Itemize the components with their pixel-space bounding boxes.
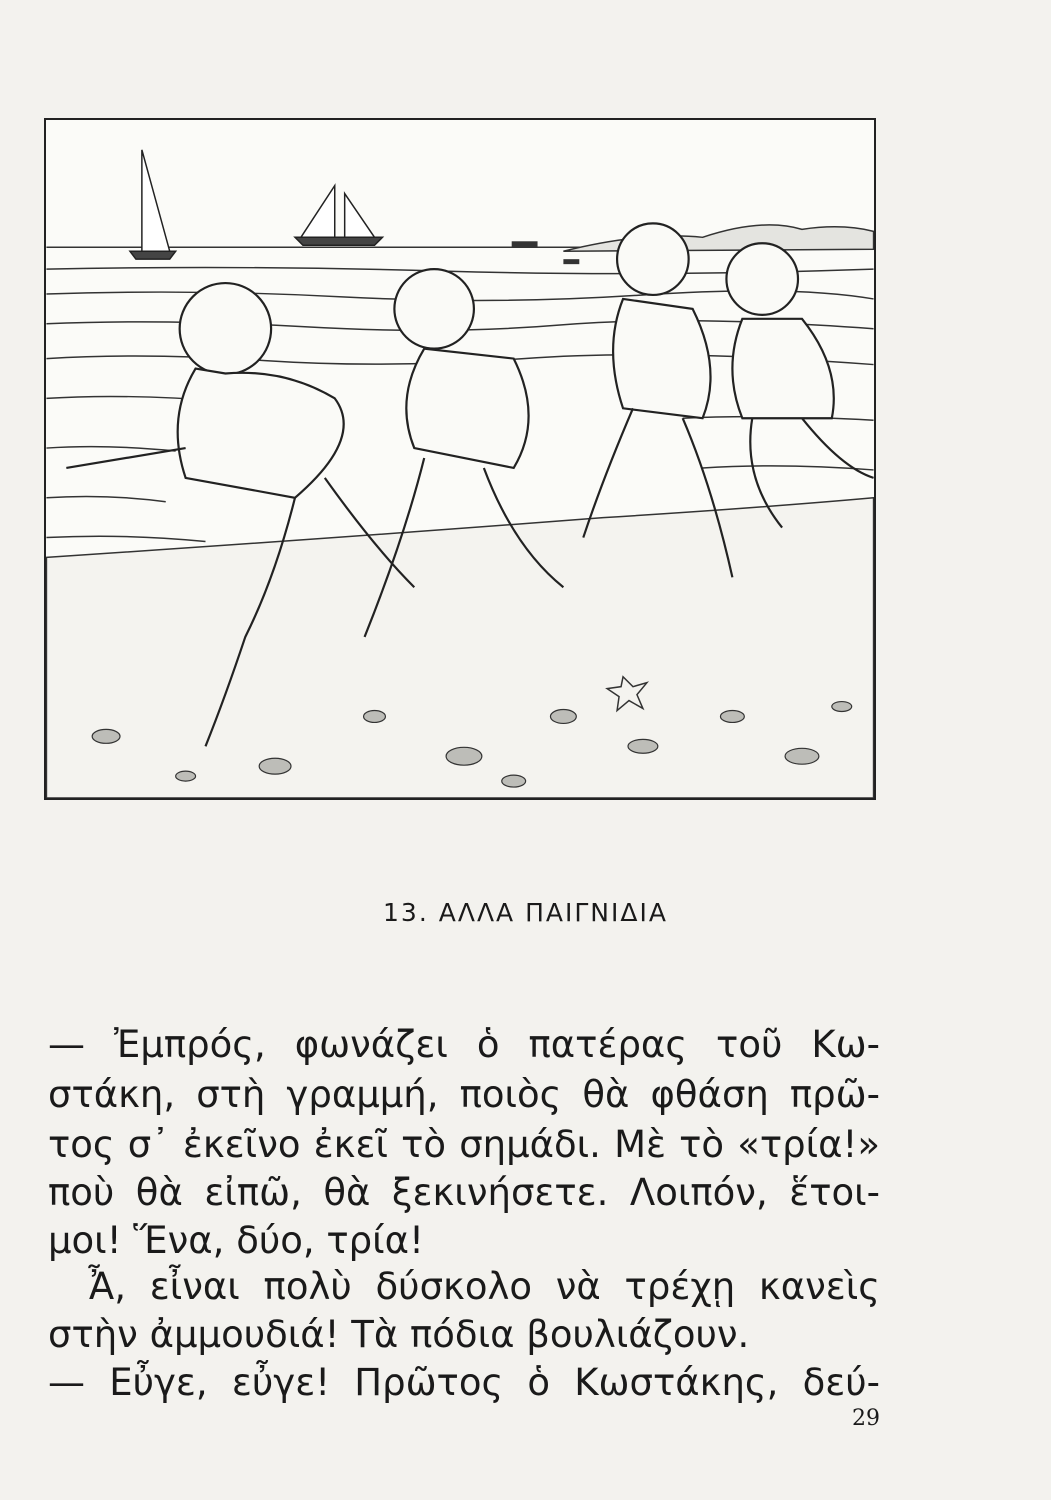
headland bbox=[563, 225, 873, 251]
text-line-8: — Εὖγε, εὖγε! Πρῶτος ὁ Κωστάκης, δεύ- bbox=[48, 1361, 880, 1404]
text-line-6: Ἆ, εἶναι πολὺ δύσκολο νὰ τρέχῃ κανεὶς bbox=[88, 1265, 880, 1308]
page-number: 29 bbox=[852, 1406, 880, 1431]
chapter-title: 13. ΑΛΛΑ ΠΑΙΓΝΙΔΙΑ bbox=[383, 898, 668, 927]
sailboat-middle bbox=[295, 186, 382, 246]
illustration-children-running-beach bbox=[44, 118, 876, 800]
illustration-drawing bbox=[46, 120, 874, 798]
text-line-3: τος σ᾽ ἐκεῖνο ἐκεῖ τὸ σημάδι. Μὲ τὸ «τρία!» bbox=[48, 1123, 880, 1166]
distant-boats bbox=[512, 241, 580, 264]
child-runner-4 bbox=[726, 243, 873, 527]
text-line-1: — Ἐμπρός, φωνάζει ὁ πατέρας τοῦ Κω- bbox=[48, 1023, 880, 1066]
text-line-2: στάκη, στὴ γραμμή, ποιὸς θὰ φθάση πρῶ- bbox=[48, 1073, 880, 1116]
sailboat-left bbox=[130, 150, 176, 259]
text-line-5: μοι! Ἕνα, δύο, τρία! bbox=[48, 1219, 424, 1262]
text-line-7: στὴν ἀμμουδιά! Τὰ πόδια βουλιάζουν. bbox=[48, 1313, 750, 1356]
text-line-4: ποὺ θὰ εἰπῶ, θὰ ξεκινήσετε. Λοιπόν, ἕτοι- bbox=[48, 1171, 880, 1214]
